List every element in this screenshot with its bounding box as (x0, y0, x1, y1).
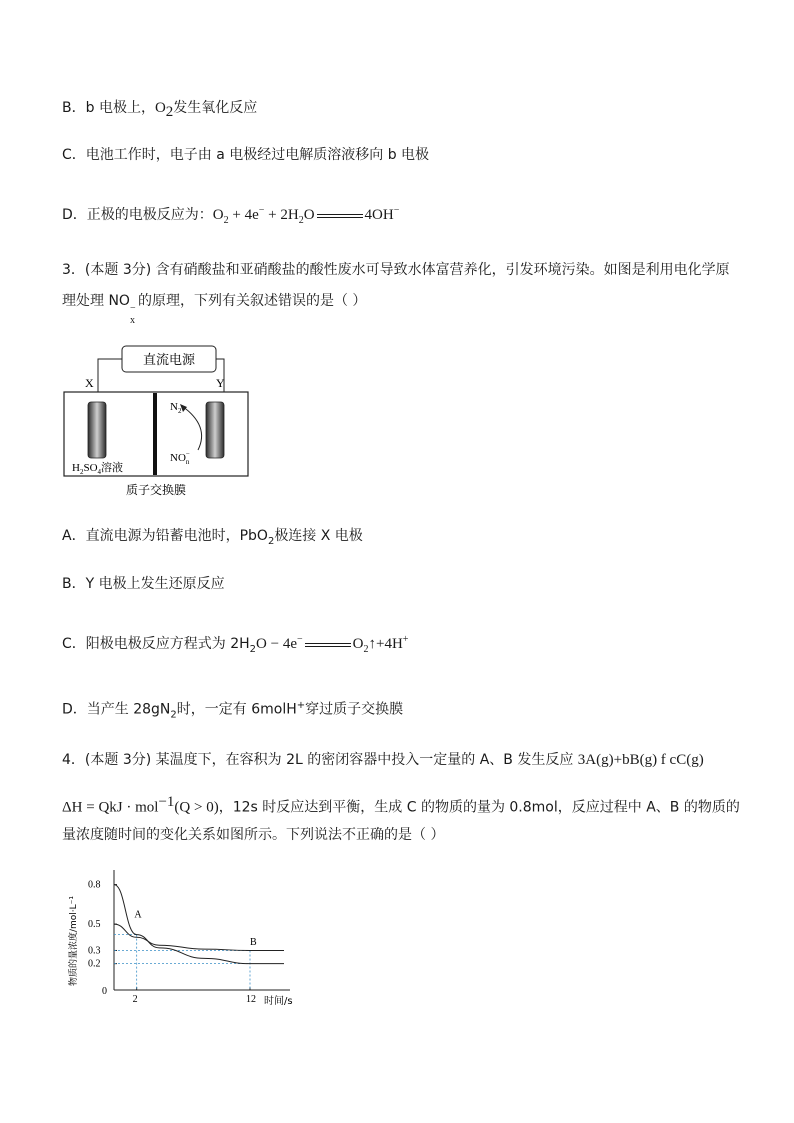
membrane-label: 质子交换膜 (125, 483, 187, 497)
q3-option-b: B．Y 电极上发生还原反应 (62, 576, 225, 592)
no-label: NO− n (170, 450, 190, 466)
series-line-A (114, 885, 284, 964)
electrolysis-diagram (60, 340, 260, 500)
electrolyte-label: $H_2SO_4$溶液 (72, 461, 124, 476)
x-axis-label: 时间/s (264, 996, 293, 1007)
q3-option-a: A．直流电源为铅蓄电池时，PbO$_2$极连接 X 电极 (62, 528, 363, 547)
power-source-label: 直流电源 (142, 353, 196, 368)
q4-stem-line2: ΔH = QkJ · mol$^{-1}$(Q > 0)，12s 时反应达到平衡，生成 C 的物质的量为 0.8mol，反应过程中 A、B 的物质的 (62, 794, 740, 816)
equals-arrow (305, 640, 351, 650)
q2-option-d: D．正极的电极反应为：$O_2 + 4e^- + 2H_2O$ 4OH− (62, 205, 400, 226)
y-axis-label: 物质的量浓度/mol·L⁻¹ (69, 895, 79, 986)
electrode-y-label: Y (216, 376, 225, 390)
q4-stem-line3: 量浓度随时间的变化关系如图所示。下列说法不正确的是（ ） (62, 827, 445, 843)
y-tick-label: 0.3 (88, 945, 101, 957)
q3-stem-line2: 理处理 NO − x 的原理，下列有关叙述错误的是（ ） (62, 293, 367, 326)
proton-membrane (153, 393, 157, 475)
electrode-y (206, 402, 224, 458)
q4-stem-line1: 4．(本题 3分) 某温度下，在容积为 2L 的密闭容器中投入一定量的 A、B 发生反应 3A(g)+bB(g) f cC(g) (62, 752, 704, 768)
q3-option-d: D．当产生 $28gN_2$时，一定有 6molH+穿过质子交换膜 (62, 700, 404, 721)
electrode-x (88, 402, 106, 458)
series-line-B (114, 924, 284, 950)
concentration-chart (60, 868, 300, 1008)
equals-arrow (317, 211, 363, 221)
x-tick-label: 12 (246, 994, 256, 1005)
q2-option-c: C．电池工作时，电子由 a 电极经过电解质溶液移向 b 电极 (62, 147, 430, 163)
y-tick-label: 0.2 (88, 958, 101, 970)
y-tick-label: 0.5 (88, 919, 101, 931)
electrode-x-label: X (85, 376, 94, 390)
y-tick-label: 0.8 (88, 879, 101, 891)
series-label-A: A (134, 909, 142, 921)
q2-option-b: B．b 电极上，$O_2$发生氧化反应 (62, 100, 258, 120)
n2-label: $N_2$ (170, 401, 182, 415)
series-label-B: B (250, 937, 257, 949)
q3-option-c: C．阳极电极反应方程式为 $2H_2O - 4e^-$ $O_2↑+4H^+$ (62, 634, 409, 655)
x-tick-label: 2 (132, 994, 138, 1005)
q3-stem-line1: 3．(本题 3分) 含有硝酸盐和亚硝酸盐的酸性废水可导致水体富营养化，引发环境污染。如图是利用电化学原 (62, 262, 730, 278)
origin-label: 0 (102, 986, 107, 997)
